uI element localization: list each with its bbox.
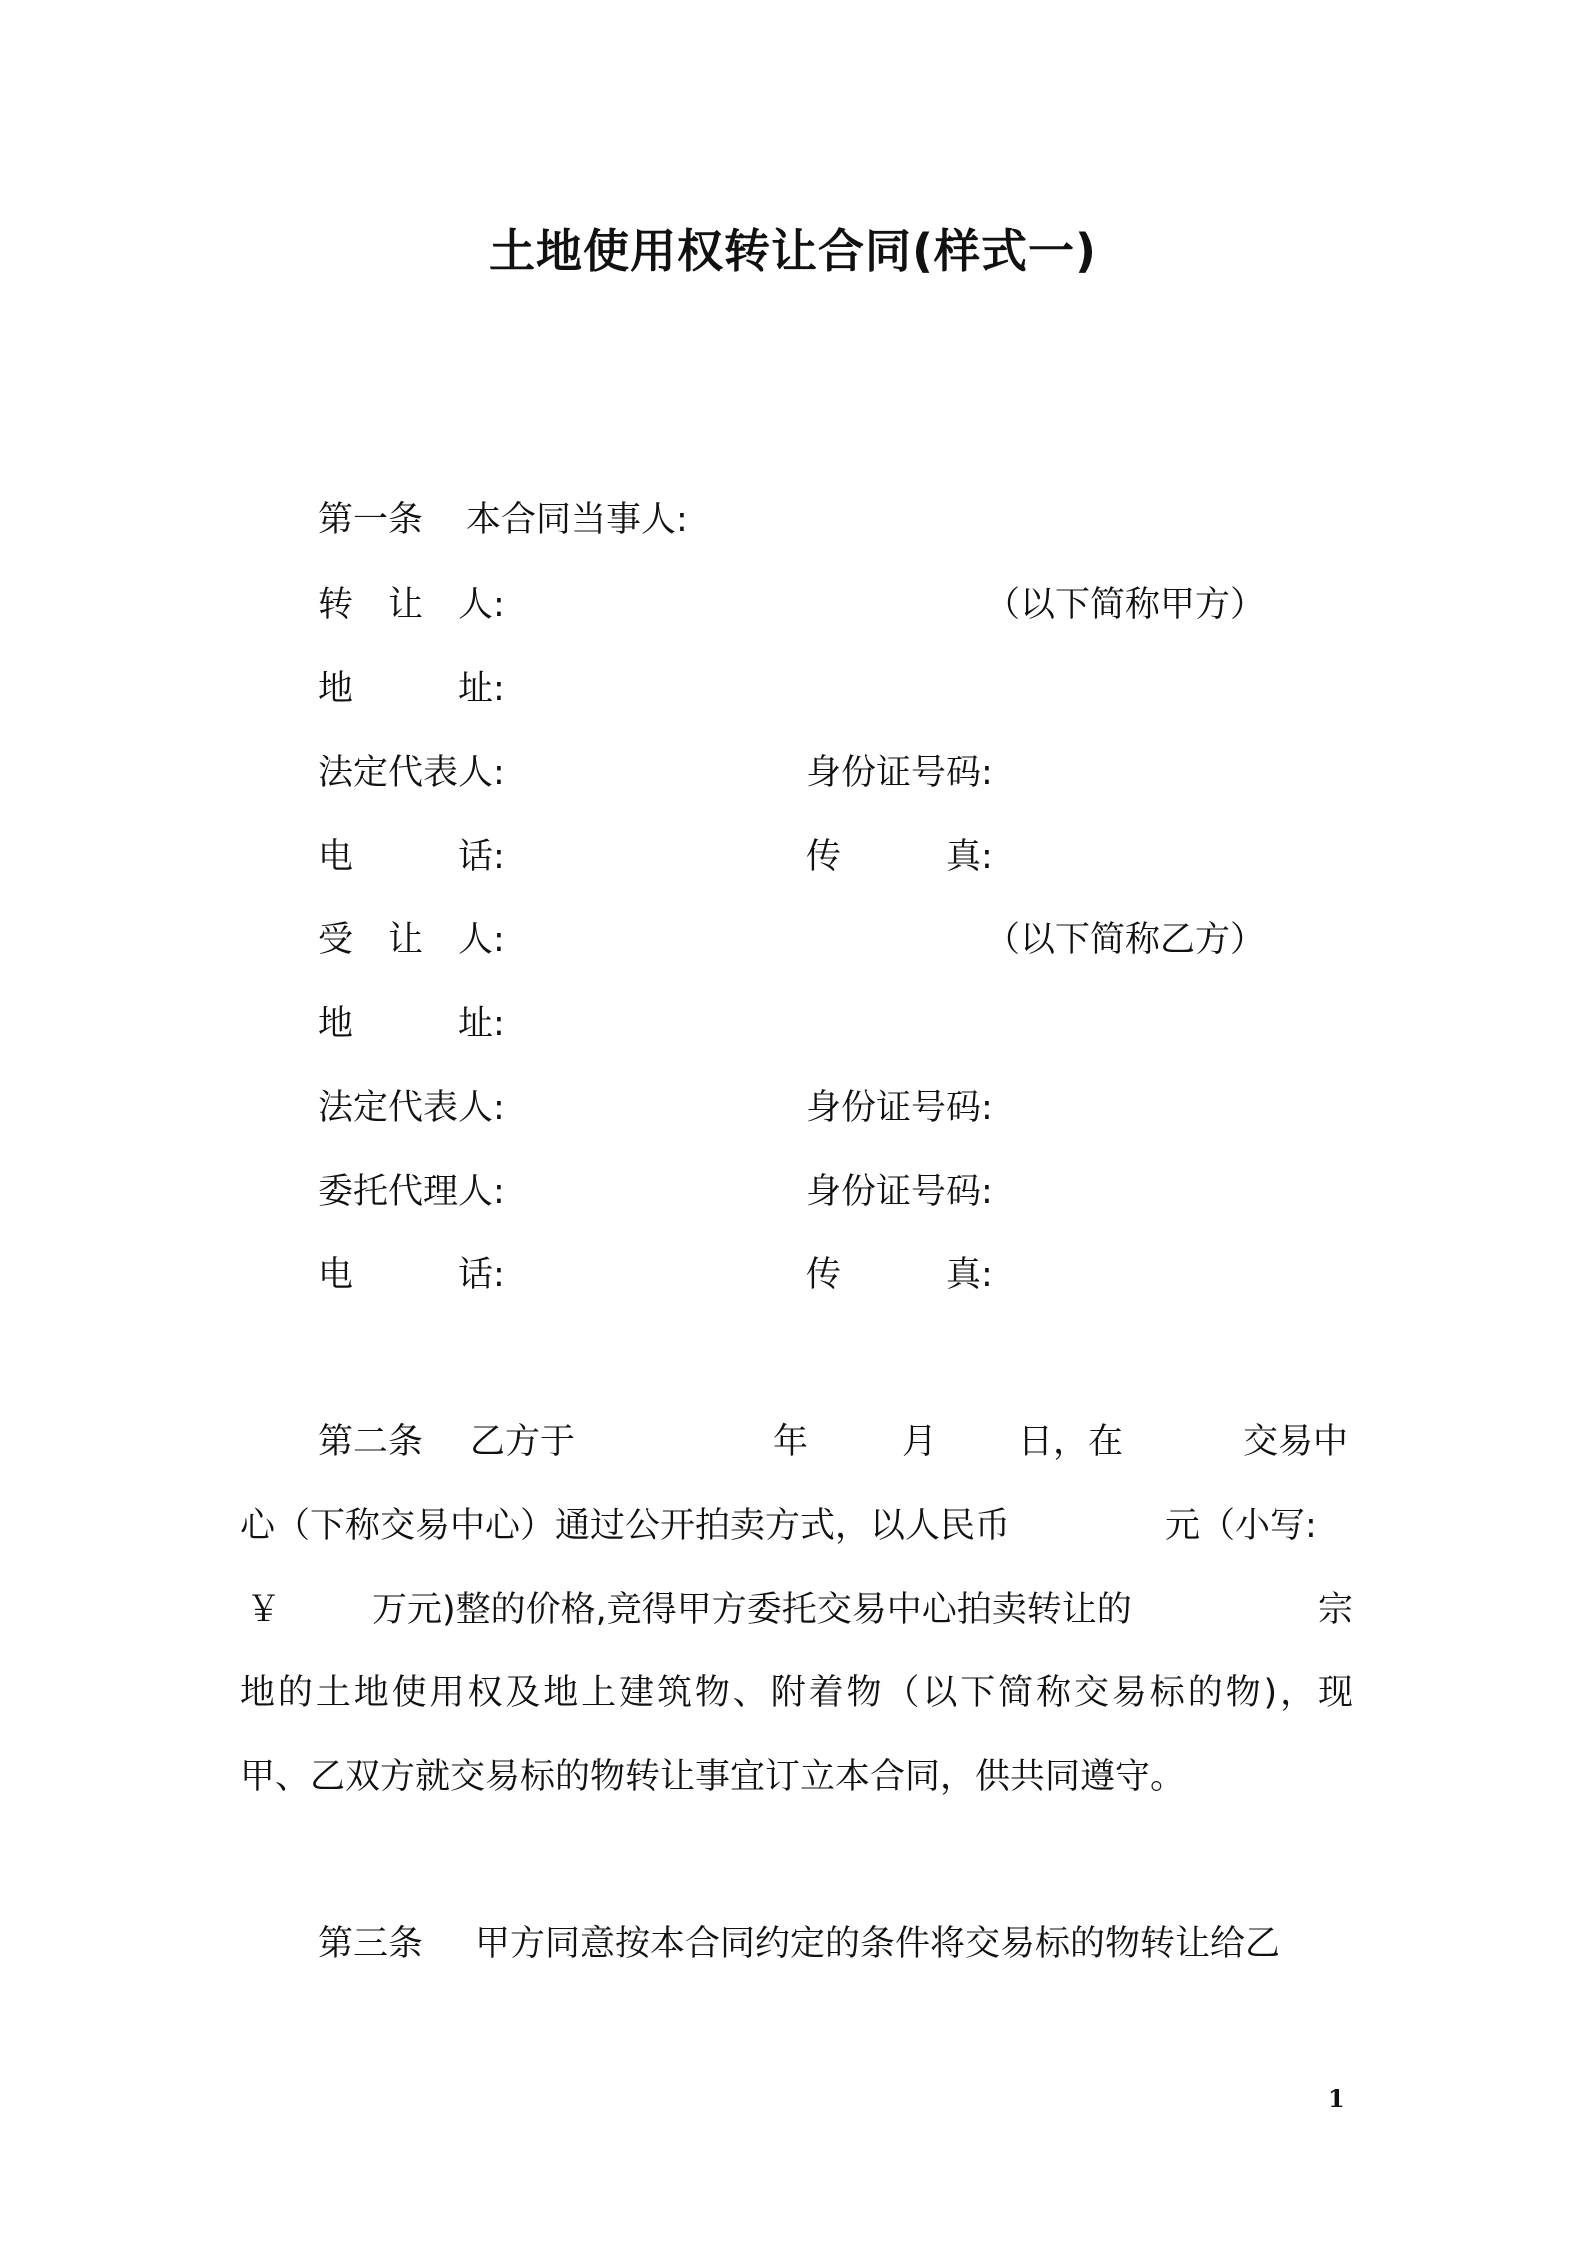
article1-text: 本合同当事人: xyxy=(466,500,688,540)
transferor-phone-label: 电 话: xyxy=(318,837,505,877)
transferor-legal-rep-label: 法定代表人: xyxy=(318,753,505,793)
article2-heading: 第二条 xyxy=(318,1422,424,1462)
transferor-label: 转 让 人: xyxy=(318,585,505,625)
article2-month: 月 xyxy=(902,1422,938,1462)
transferor-id-label: 身份证号码: xyxy=(806,753,993,793)
transferee-fax-label: 传 真: xyxy=(806,1255,993,1295)
article3-text: 甲方同意按本合同约定的条件将交易标的物转让给乙 xyxy=(475,1924,1281,1964)
article2-line5: 甲、乙双方就交易标的物转让事宜订立本合同，供共同遵守。 xyxy=(240,1757,1186,1797)
document-title: 土地使用权转让合同(样式一) xyxy=(488,224,1098,278)
transferor-address-label: 地 址: xyxy=(318,669,505,709)
article2-line2-yuan: 元（小写: xyxy=(1165,1506,1317,1546)
article2-yen-symbol: ￥ xyxy=(246,1590,282,1630)
article2-year: 年 xyxy=(773,1422,809,1462)
transferee-id-label: 身份证号码: xyxy=(806,1088,993,1128)
article2-line4: 地的土地使用权及地上建筑物、附着物（以下简称交易标的物)，现 xyxy=(240,1673,1353,1713)
transferor-fax-label: 传 真: xyxy=(806,837,993,877)
page-number: 1 xyxy=(1328,2084,1345,2113)
article2-party-b-on: 乙方于 xyxy=(470,1422,576,1462)
article2-day-at: 日，在 xyxy=(1018,1422,1124,1462)
transferee-address-label: 地 址: xyxy=(318,1004,505,1044)
article1-heading: 第一条 xyxy=(318,500,424,540)
transferee-label: 受 让 人: xyxy=(318,920,505,960)
article2-line3-zong: 宗 xyxy=(1318,1590,1354,1630)
article3-heading: 第三条 xyxy=(318,1924,424,1964)
agent-label: 委托代理人: xyxy=(318,1172,505,1212)
transferor-note: （以下简称甲方） xyxy=(985,585,1266,625)
agent-id-label: 身份证号码: xyxy=(806,1172,993,1212)
transferee-phone-label: 电 话: xyxy=(318,1255,505,1295)
article2-exchange: 交易中 xyxy=(1243,1422,1349,1462)
transferee-legal-rep-label: 法定代表人: xyxy=(318,1088,505,1128)
article2-line2-text: 心（下称交易中心）通过公开拍卖方式，以人民币 xyxy=(240,1506,1011,1546)
article2-line3-text: 万元)整的价格,竞得甲方委托交易中心拍卖转让的 xyxy=(372,1590,1132,1630)
transferee-note: （以下简称乙方） xyxy=(985,920,1266,960)
